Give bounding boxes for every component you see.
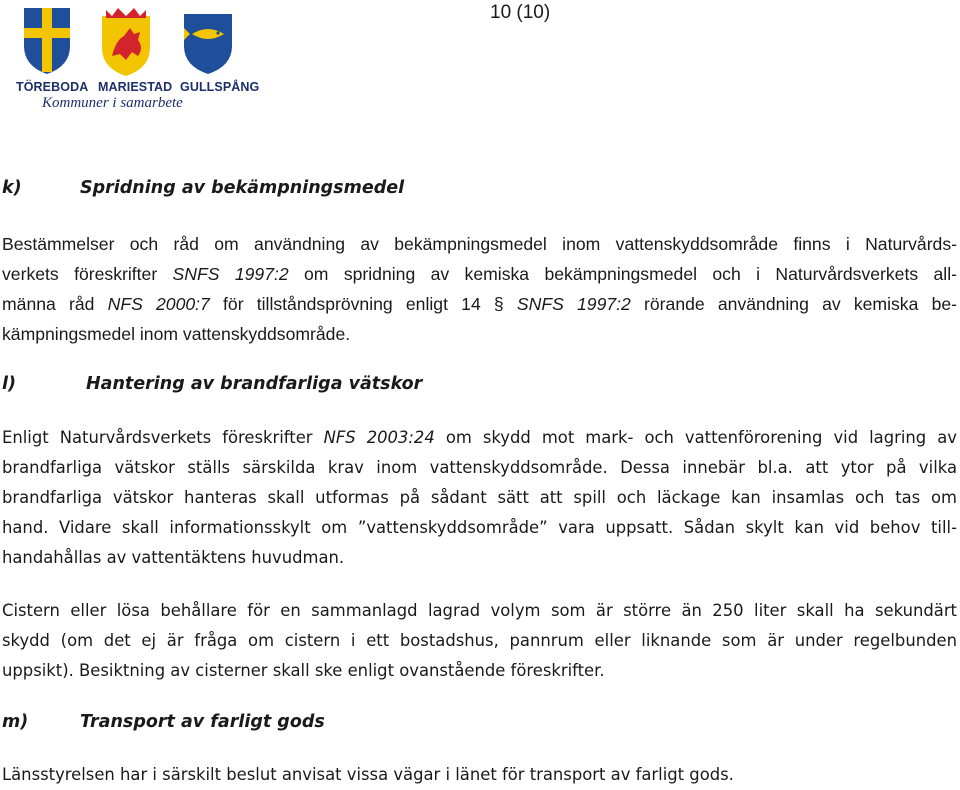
paragraph-line: männa råd NFS 2000:7 för tillståndsprövning enligt 14 § SNFS 1997:2 rörande användning av kemiska be-	[2, 294, 957, 314]
paragraph-line: kämpningsmedel inom vattenskyddsområde.	[2, 324, 351, 344]
regulation-reference: NFS 2003:24	[323, 428, 435, 447]
logo-name-toreboda: TÖREBODA	[16, 80, 89, 94]
logo-name-mariestad: MARIESTAD	[98, 80, 173, 94]
paragraph-line: Bestämmelser och råd om användning av bekämpningsmedel inom vattenskyddsområde finns i Naturvårds-	[2, 234, 957, 254]
section-title: Transport av farligt gods	[80, 712, 325, 732]
paragraph-line: handahållas av vattentäktens huvudman.	[2, 548, 345, 567]
section-title: Hantering av brandfarliga vätskor	[86, 374, 423, 394]
paragraph-l-1	[2, 423, 957, 573]
section-heading-l	[2, 374, 423, 394]
paragraph-line: hand. Vidare skall informationsskylt om ”vattenskyddsområde” vara uppsatt. Sådan skylt kan vid behov till-	[2, 518, 957, 537]
section-letter: k)	[2, 178, 22, 198]
section-heading-m	[2, 712, 325, 732]
coat-of-arms-icons	[20, 6, 240, 76]
municipal-logo	[14, 6, 260, 116]
logo-name-gullspang: GULLSPÅNG	[180, 80, 260, 94]
paragraph-line: Enligt Naturvårdsverkets föreskrifter NFS 2003:24 om skydd mot mark- och vattenförorening vid lagring av	[2, 428, 957, 447]
paragraph-line: Länsstyrelsen har i särskilt beslut anvisat vissa vägar i länet för transport av farligt gods.	[2, 765, 734, 784]
section-letter: l)	[2, 374, 16, 394]
paragraph-line: skydd (om det ej är fråga om cistern i ett bostadshus, pannrum eller liknande som är under regelbunden	[2, 631, 957, 650]
paragraph-line: brandfarliga vätskor hanteras skall utformas på sådant sätt att spill och läckage kan insamlas och tas om	[2, 488, 957, 507]
paragraph-l-2	[2, 596, 957, 686]
mariestad-shield-icon	[102, 8, 150, 76]
logo-tagline: Kommuner i samarbete	[42, 95, 183, 111]
paragraph-m-1	[2, 760, 957, 790]
paragraph-line: uppsikt). Besiktning av cisterner skall ske enligt ovanstående föreskrifter.	[2, 661, 605, 680]
regulation-reference: NFS 2000:7	[107, 294, 210, 314]
section-heading-k	[2, 178, 405, 198]
page-number: 10 (10)	[490, 2, 551, 23]
gullspang-shield-icon	[184, 14, 232, 74]
paragraph-line: brandfarliga vätskor ställs särskilda krav inom vattenskyddsområde. Dessa innebär bl.a. att ytor på vilka	[2, 458, 957, 477]
section-letter: m)	[2, 712, 29, 732]
toreboda-shield-icon	[24, 8, 70, 74]
paragraph-k-1	[2, 229, 957, 349]
paragraph-line: verkets föreskrifter SNFS 1997:2 om spridning av kemiska bekämpningsmedel och i Naturvårdsverkets all-	[2, 264, 957, 284]
regulation-reference: SNFS 1997:2	[516, 294, 631, 314]
regulation-reference: SNFS 1997:2	[172, 264, 289, 284]
section-title: Spridning av bekämpningsmedel	[80, 178, 405, 198]
paragraph-line: Cistern eller lösa behållare för en sammanlagd lagrad volym som är större än 250 liter skall ha sekundärt	[2, 601, 957, 620]
